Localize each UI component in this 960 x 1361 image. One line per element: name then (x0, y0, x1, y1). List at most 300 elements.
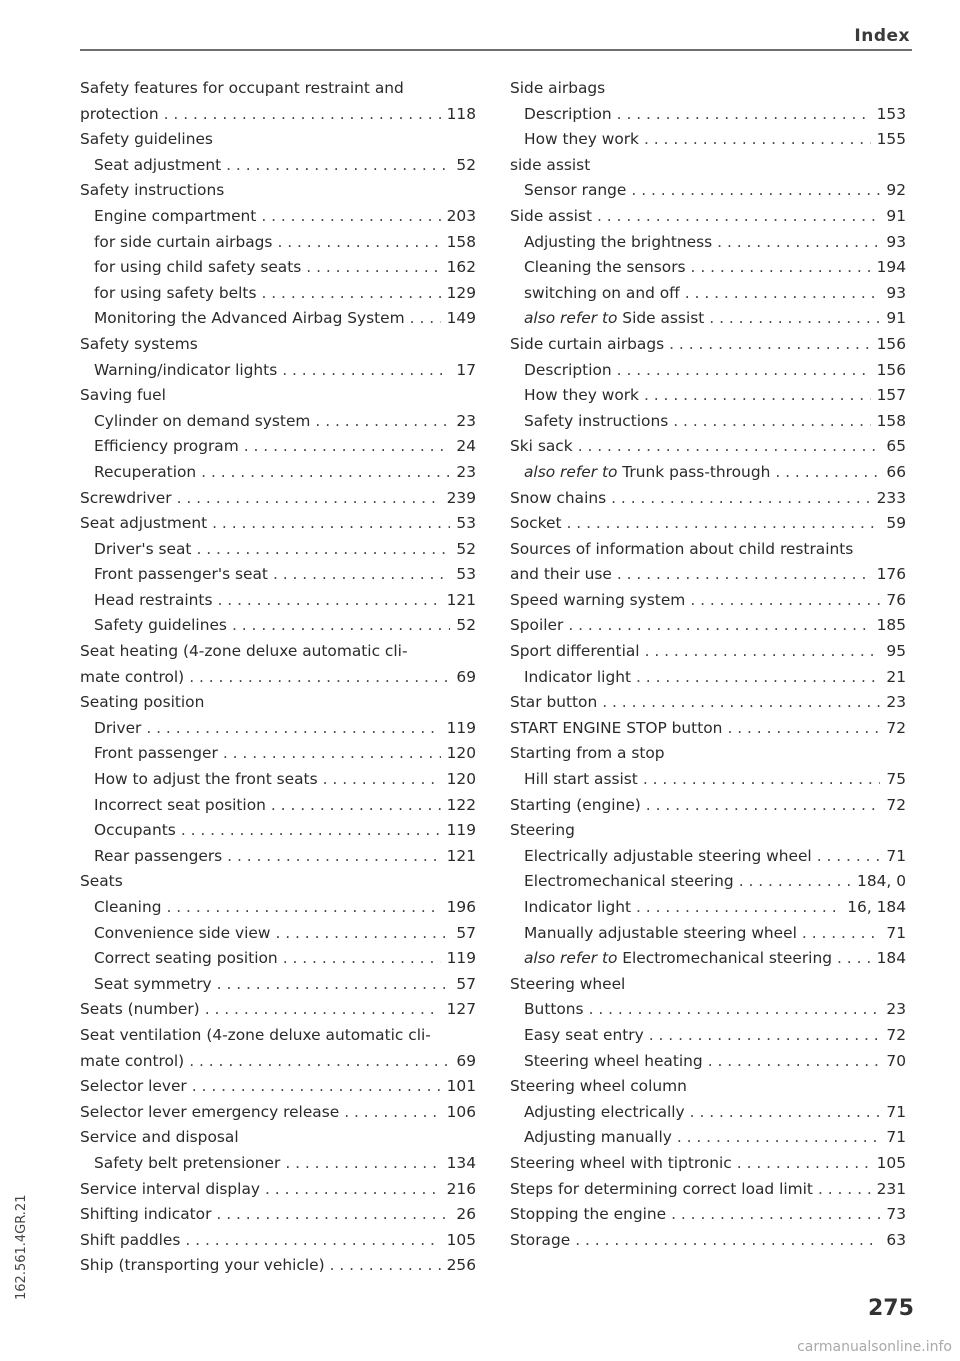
leader-dots (631, 895, 841, 921)
index-entry (80, 434, 476, 460)
index-page-ref: 156 (876, 334, 906, 353)
index-entry (80, 460, 476, 486)
index-term: Starting (engine) (510, 795, 641, 814)
index-page-ref: 52 (456, 616, 476, 635)
index-page-ref: 176 (876, 565, 906, 584)
index-term: START ENGINE STOP button (510, 718, 723, 737)
index-entry (510, 946, 906, 972)
index-page-ref: 52 (456, 155, 476, 174)
cross-reference-prefix: also refer to (524, 462, 618, 481)
index-term: Indicator light (524, 898, 632, 916)
index-page-ref: 76 (886, 590, 906, 609)
leader-dots (626, 178, 880, 204)
index-term: Sensor range (524, 181, 627, 200)
index-entry (80, 1049, 476, 1075)
leader-dots (272, 230, 440, 256)
index-term-text: Trunk pass-through (622, 462, 771, 481)
index-page-ref: 72 (886, 1025, 906, 1044)
leader-dots (666, 1202, 880, 1228)
index-term: Hill start assist (524, 770, 638, 789)
index-page-ref: 156 (876, 360, 906, 379)
index-entry (80, 281, 476, 307)
index-entry (510, 127, 906, 153)
leader-dots (612, 358, 871, 384)
index-term: Front passenger's seat (94, 565, 268, 584)
index-term: Service interval display (80, 1179, 260, 1198)
index-entry (510, 818, 906, 844)
index-entry (510, 537, 906, 563)
leader-dots (184, 1049, 450, 1075)
index-entry (510, 1023, 906, 1049)
index-page-ref: 71 (886, 846, 906, 865)
index-entry (80, 76, 476, 102)
index-term: Convenience side view (94, 923, 271, 942)
index-entry (80, 921, 476, 947)
leader-dots (268, 562, 450, 588)
index-page-ref: 185 (876, 616, 906, 635)
index-term: Steering wheel column (510, 1077, 687, 1096)
index-term: Safety guidelines (80, 130, 213, 149)
index-entry (80, 102, 476, 128)
index-term: Selector lever emergency release (80, 1102, 340, 1121)
index-term: Correct seating position (94, 949, 278, 968)
index-page-ref: 23 (886, 693, 906, 712)
leader-dots (172, 486, 441, 512)
index-entry (510, 665, 906, 691)
index-term: Safety features for occupant restraint and (80, 79, 404, 97)
index-page-ref: 59 (886, 514, 906, 533)
index-term: protection (80, 104, 159, 123)
index-entry (80, 230, 476, 256)
index-term: Steering wheel with tiptronic (510, 1153, 732, 1172)
index-entry (510, 997, 906, 1023)
leader-dots (213, 588, 441, 614)
index-entry (80, 562, 476, 588)
index-entry (510, 972, 906, 998)
index-page-ref: 203 (446, 206, 476, 225)
index-entry (510, 178, 906, 204)
index-entry (80, 972, 476, 998)
index-entry (80, 895, 476, 921)
index-page-ref: 23 (456, 462, 476, 481)
index-entry (510, 869, 906, 895)
index-page-ref: 119 (446, 821, 476, 840)
index-entry (80, 665, 476, 691)
index-page-ref: 233 (876, 488, 906, 507)
index-entry (80, 613, 476, 639)
leader-dots (260, 1177, 441, 1203)
index-term: Steps for determining correct load limit (510, 1179, 813, 1198)
index-entry (510, 486, 906, 512)
index-term: Cleaning the sensors (524, 258, 686, 277)
cross-reference-prefix: also refer to (524, 949, 618, 968)
index-page-ref: 52 (456, 539, 476, 558)
index-term: Saving fuel (80, 386, 166, 405)
index-term: Sport differential (510, 642, 640, 661)
index-page-ref: 16, 184 (847, 898, 906, 916)
leader-dots (685, 1100, 881, 1126)
index-entry (80, 383, 476, 409)
leader-dots (592, 204, 880, 230)
index-term: Adjusting the brightness (524, 232, 713, 251)
index-page-ref: 119 (446, 718, 476, 737)
leader-dots (161, 895, 440, 921)
index-page-ref: 106 (446, 1102, 476, 1121)
leader-dots (631, 665, 880, 691)
index-term: Ship (transporting your vehicle) (80, 1256, 325, 1275)
index-term: switching on and off (524, 283, 680, 302)
index-entry (510, 102, 906, 128)
index-page-ref: 239 (446, 488, 476, 507)
index-term: mate control) (80, 667, 185, 686)
index-term: Steering (510, 821, 575, 840)
leader-dots (218, 741, 441, 767)
index-term: How they work (524, 130, 639, 149)
leader-dots (184, 665, 450, 691)
index-entry (510, 716, 906, 742)
leader-dots (664, 332, 870, 358)
index-page-ref: 66 (886, 462, 906, 481)
index-page-ref: 162 (446, 258, 476, 277)
index-term (524, 306, 704, 332)
index-entry (80, 1125, 476, 1151)
index-term: for using safety belts (94, 283, 257, 302)
index-page-ref: 118 (446, 104, 476, 123)
leader-dots (180, 1228, 440, 1254)
index-term: Speed warning system (510, 590, 686, 609)
leader-dots (211, 1202, 450, 1228)
index-term: Socket (510, 514, 562, 533)
index-entry (510, 921, 906, 947)
leader-dots (812, 844, 881, 870)
index-entry (80, 204, 476, 230)
index-term: Cleaning (94, 898, 162, 916)
index-entry (80, 1228, 476, 1254)
index-term: Rear passengers (94, 846, 223, 865)
leader-dots (797, 921, 881, 947)
index-entry (510, 639, 906, 665)
leader-dots (703, 1049, 881, 1075)
leader-dots (612, 102, 871, 128)
index-page-ref: 24 (456, 437, 476, 456)
index-entry (510, 562, 906, 588)
index-page-ref: 105 (446, 1230, 476, 1249)
index-entry (80, 486, 476, 512)
index-term: Stopping the engine (510, 1205, 667, 1224)
index-entry (510, 1125, 906, 1151)
leader-dots (641, 793, 881, 819)
index-term: Front passenger (94, 744, 218, 763)
index-term: Seats (80, 872, 123, 891)
leader-dots (704, 306, 880, 332)
leader-dots (405, 306, 441, 332)
index-entry (80, 537, 476, 563)
leader-dots (280, 1151, 440, 1177)
index-term: Safety belt pretensioner (94, 1153, 281, 1172)
index-page-ref: 71 (886, 1128, 906, 1147)
leader-dots (813, 1177, 871, 1203)
index-term-text: Side assist (622, 309, 705, 328)
index-page-ref: 184 (876, 949, 906, 968)
leader-dots (734, 869, 851, 895)
leader-dots (222, 844, 440, 870)
index-term: Spoiler (510, 616, 564, 635)
index-entry (80, 358, 476, 384)
leader-dots (141, 716, 440, 742)
index-entry (80, 178, 476, 204)
index-term-text: Electromechanical steering (622, 949, 832, 968)
index-term: Starting from a stop (510, 744, 665, 763)
index-term: Ski sack (510, 437, 573, 456)
page-header-title: Index (854, 26, 910, 46)
index-page-ref: 120 (446, 770, 476, 789)
index-term: Seat adjustment (94, 155, 222, 174)
index-page-ref: 105 (876, 1153, 906, 1172)
cross-reference-prefix: also refer to (524, 309, 618, 328)
index-page-ref: 23 (456, 411, 476, 430)
index-term: side assist (510, 155, 591, 174)
index-page-ref: 93 (886, 283, 906, 302)
index-term: Seat adjustment (80, 514, 208, 533)
index-entry (510, 588, 906, 614)
page-number: 275 (868, 1296, 914, 1321)
leader-dots (196, 460, 450, 486)
index-term: Description (524, 104, 612, 123)
index-term: Safety guidelines (94, 616, 227, 635)
index-entry (510, 255, 906, 281)
index-page-ref: 71 (886, 1102, 906, 1121)
index-page-ref: 53 (456, 514, 476, 533)
index-entry (510, 153, 906, 179)
index-entry (510, 1202, 906, 1228)
index-entry (80, 793, 476, 819)
leader-dots (644, 1023, 881, 1049)
index-page-ref: 121 (446, 846, 476, 865)
index-page-ref: 93 (886, 232, 906, 251)
index-term: Monitoring the Advanced Airbag System (94, 309, 405, 328)
index-entry (80, 639, 476, 665)
index-term: Seat heating (4-zone deluxe automatic cli- (80, 642, 408, 661)
index-entry (80, 716, 476, 742)
index-term: Electromechanical steering (524, 872, 734, 891)
index-entry (510, 1049, 906, 1075)
index-entry (80, 306, 476, 332)
index-entry (510, 1151, 906, 1177)
index-entry (510, 1074, 906, 1100)
leader-dots (159, 102, 441, 128)
index-term: Seating position (80, 693, 205, 712)
index-page-ref: 75 (886, 770, 906, 789)
index-entry (510, 741, 906, 767)
index-term: Star button (510, 693, 598, 712)
leader-dots (639, 383, 871, 409)
index-entry (80, 1177, 476, 1203)
index-term: Sources of information about child restraints (510, 539, 854, 558)
index-term: for side curtain airbags (94, 232, 273, 251)
index-page-ref: 155 (876, 130, 906, 149)
index-entry (510, 793, 906, 819)
index-entry (80, 767, 476, 793)
index-page-ref: 95 (886, 642, 906, 661)
index-term: Adjusting manually (524, 1128, 672, 1147)
index-page-ref: 26 (456, 1205, 476, 1224)
header-rule (80, 49, 912, 51)
index-entry (80, 1074, 476, 1100)
index-entry (80, 1023, 476, 1049)
index-entry (510, 1228, 906, 1254)
index-page-ref: 196 (446, 898, 476, 916)
index-page-ref: 72 (886, 718, 906, 737)
leader-dots (562, 511, 881, 537)
index-entry (80, 1151, 476, 1177)
index-page-ref: 23 (886, 1000, 906, 1019)
index-entry (510, 511, 906, 537)
index-term: Safety instructions (80, 181, 225, 200)
index-term: mate control) (80, 1051, 185, 1070)
leader-dots (227, 613, 450, 639)
leader-dots (612, 562, 871, 588)
index-entry (80, 690, 476, 716)
index-term: Seat ventilation (4-zone deluxe automatic cli- (80, 1025, 431, 1044)
index-entry (80, 741, 476, 767)
leader-dots (270, 921, 450, 947)
index-page-ref: 91 (886, 206, 906, 225)
leader-dots (187, 1074, 441, 1100)
index-term: Efficiency program (94, 437, 239, 456)
leader-dots (639, 127, 871, 153)
index-entry (80, 511, 476, 537)
leader-dots (176, 818, 441, 844)
index-entry (80, 127, 476, 153)
index-entry (80, 869, 476, 895)
index-page-ref: 69 (456, 1051, 476, 1070)
leader-dots (685, 588, 880, 614)
index-entry (510, 844, 906, 870)
index-entry (510, 230, 906, 256)
index-term: Driver's seat (94, 539, 192, 558)
index-page-ref: 256 (446, 1256, 476, 1275)
index-term: Steering wheel (510, 974, 626, 993)
leader-dots (325, 1253, 441, 1279)
index-term: Cylinder on demand system (94, 411, 311, 430)
leader-dots (570, 1228, 880, 1254)
leader-dots (573, 434, 881, 460)
index-entry (510, 434, 906, 460)
index-entry (510, 383, 906, 409)
index-entry (510, 895, 906, 921)
index-page-ref: 91 (886, 309, 906, 328)
index-page-ref: 92 (886, 181, 906, 200)
index-term: Manually adjustable steering wheel (524, 923, 797, 942)
index-entry (510, 76, 906, 102)
leader-dots (277, 358, 450, 384)
index-entry (80, 1202, 476, 1228)
index-term: Warning/indicator lights (94, 360, 278, 379)
index-page-ref: 70 (886, 1051, 906, 1070)
leader-dots (221, 153, 450, 179)
index-term: Driver (94, 718, 142, 737)
index-page-ref: 57 (456, 923, 476, 942)
index-page-ref: 134 (446, 1153, 476, 1172)
index-term: Seat symmetry (94, 974, 212, 993)
index-term (524, 460, 770, 486)
index-term: Electrically adjustable steering wheel (524, 846, 812, 865)
index-term: Safety systems (80, 334, 198, 353)
index-page-ref: 69 (456, 667, 476, 686)
leader-dots (770, 460, 880, 486)
index-entry (80, 1100, 476, 1126)
index-entry (80, 997, 476, 1023)
index-term: Adjusting electrically (524, 1102, 685, 1121)
index-entry (80, 818, 476, 844)
leader-dots (584, 997, 881, 1023)
index-entry (510, 358, 906, 384)
index-term: Shift paddles (80, 1230, 181, 1249)
index-page-ref: 72 (886, 795, 906, 814)
index-page-ref: 216 (446, 1179, 476, 1198)
index-term: Safety instructions (524, 411, 669, 430)
leader-dots (832, 946, 871, 972)
leader-dots (256, 281, 440, 307)
index-page-ref: 157 (876, 386, 906, 405)
index-entry (510, 204, 906, 230)
index-term: Occupants (94, 821, 176, 840)
leader-dots (680, 281, 881, 307)
index-term: and their use (510, 565, 612, 584)
index-page-ref: 153 (876, 104, 906, 123)
leader-dots (563, 613, 870, 639)
index-term: Indicator light (524, 667, 632, 686)
index-entry (510, 613, 906, 639)
index-page-ref: 158 (876, 411, 906, 430)
index-entry (80, 844, 476, 870)
leader-dots (640, 639, 881, 665)
index-entry (510, 409, 906, 435)
index-term: for using child safety seats (94, 258, 302, 277)
index-term (524, 946, 832, 972)
document-code: 162.561.4GR.21 (14, 1194, 29, 1300)
leader-dots (207, 511, 450, 537)
leader-dots (239, 434, 451, 460)
index-term: Easy seat entry (524, 1025, 644, 1044)
leader-dots (606, 486, 870, 512)
index-entry (510, 1100, 906, 1126)
watermark: carmanualsonline.info (797, 1339, 952, 1355)
index-page-ref: 184, 0 (857, 872, 906, 891)
index-page-ref: 121 (446, 590, 476, 609)
index-page-ref: 127 (446, 1000, 476, 1019)
leader-dots (722, 716, 880, 742)
index-entry (80, 332, 476, 358)
index-page-ref: 149 (446, 309, 476, 328)
leader-dots (668, 409, 870, 435)
index-page-ref: 73 (886, 1205, 906, 1224)
index-entry (80, 946, 476, 972)
leader-dots (310, 409, 450, 435)
index-term: How to adjust the front seats (94, 770, 318, 789)
leader-dots (672, 1125, 881, 1151)
leader-dots (301, 255, 440, 281)
leader-dots (200, 997, 441, 1023)
leader-dots (278, 946, 441, 972)
index-entry (510, 306, 906, 332)
index-term: Buttons (524, 1000, 584, 1019)
index-entry (510, 460, 906, 486)
index-term: Service and disposal (80, 1128, 239, 1147)
index-entry (80, 153, 476, 179)
leader-dots (638, 767, 881, 793)
index-term: Seats (number) (80, 1000, 200, 1019)
